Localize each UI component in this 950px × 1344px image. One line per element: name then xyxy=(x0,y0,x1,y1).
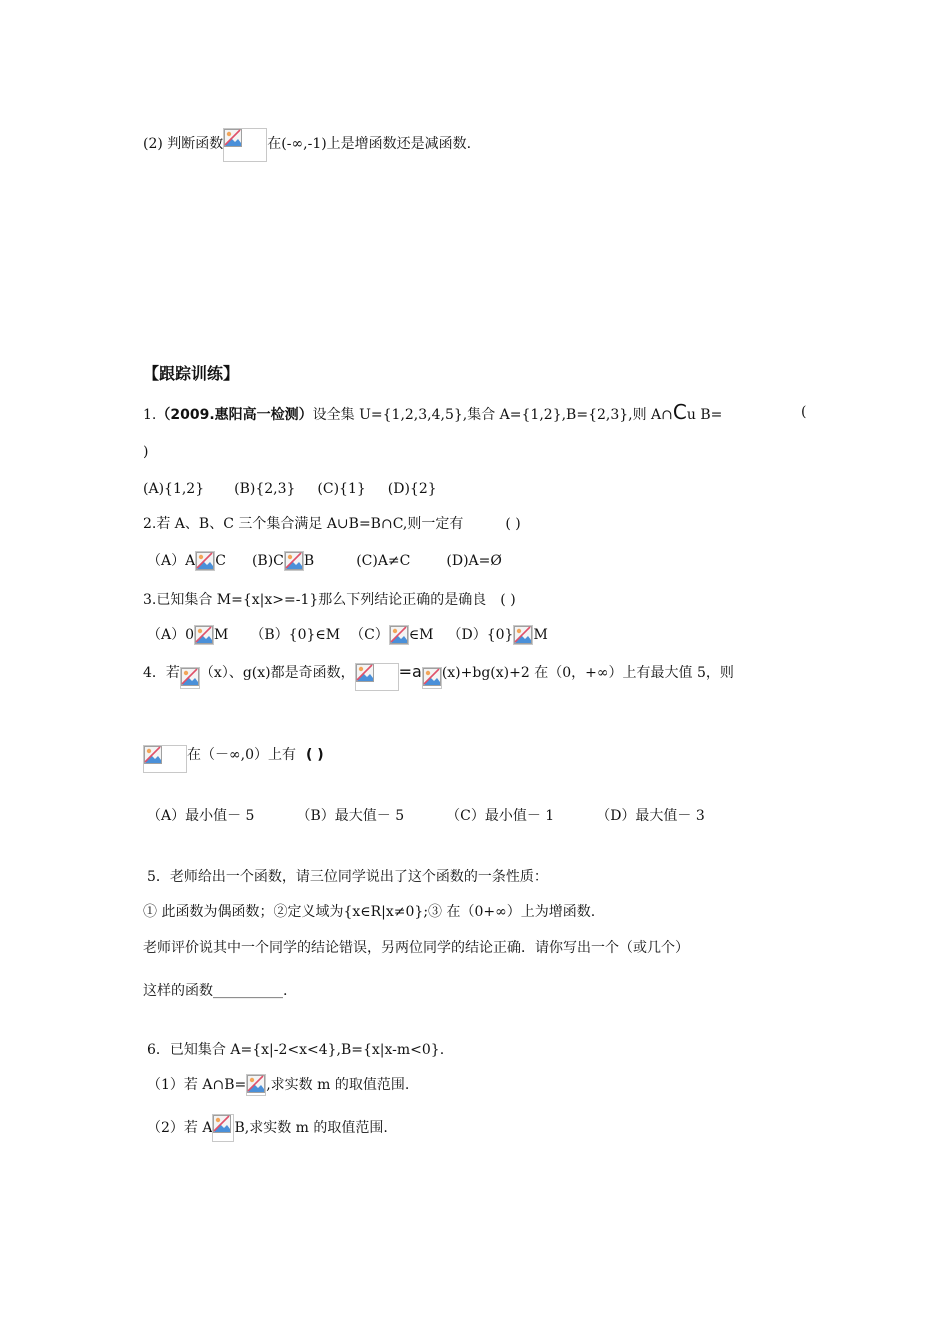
broken-image-icon xyxy=(285,552,303,570)
function-formula-image xyxy=(223,128,267,162)
function-F-image xyxy=(143,745,187,773)
subset-symbol-image xyxy=(194,625,214,645)
q1-bracket-open: ( xyxy=(801,404,807,420)
broken-image-icon xyxy=(390,626,408,644)
q2-options: （A）A C (B)C B (C)A≠C (D)A=Ø xyxy=(147,553,502,569)
q1-option-d: (D){2} xyxy=(387,481,437,497)
function-f-image xyxy=(180,667,200,689)
broken-image-icon xyxy=(196,552,214,570)
q5-line2: ① 此函数为偶函数；②定义域为{x∈R|x≠0};③ 在（0+∞）上为增函数. xyxy=(143,904,596,920)
q4-option-d: （D）最大值－ 3 xyxy=(596,808,705,824)
broken-image-icon xyxy=(514,626,532,644)
q3-line: 3.已知集合 M={x|x>=-1}那么下列结论正确的是确良 ( ) xyxy=(143,592,516,608)
q5-line3: 老师评价说其中一个同学的结论错误，另两位同学的结论正确．请你写出一个（或几个） xyxy=(143,940,689,956)
q2-line: 2.若 A、B、C 三个集合满足 A∪B=B∩C,则一定有 ( ) xyxy=(143,516,521,532)
q1-option-b: (B){2,3} xyxy=(234,481,296,497)
q5-line4: 这样的函数__________. xyxy=(143,983,288,999)
broken-image-icon xyxy=(356,664,374,682)
q4-option-a: （A）最小值－ 5 xyxy=(147,808,255,824)
set-symbol-image xyxy=(389,625,409,645)
q4-option-c: （C）最小值－ 1 xyxy=(446,808,555,824)
broken-image-icon xyxy=(181,668,199,686)
q6-line1: 6．已知集合 A={x|-2<x<4},B={x|x-m<0}. xyxy=(147,1042,445,1058)
broken-image-icon xyxy=(213,1115,231,1133)
broken-image-icon xyxy=(247,1075,265,1093)
q1-source: （2009.惠阳高一检测） xyxy=(156,407,313,423)
q3-options: （A）0 M （B）{0}∈M （C） ∈M （D）{0} M xyxy=(147,627,548,643)
function-F-image xyxy=(355,663,399,691)
q6-part1: （1）若 A∩B= ,求实数 m 的取值范围. xyxy=(147,1074,409,1096)
q1-options xyxy=(143,479,437,499)
q4-option-b: （B）最大值－ 5 xyxy=(296,808,405,824)
section-title: 【跟踪训练】 xyxy=(143,364,240,383)
complement-symbol: C xyxy=(672,400,687,424)
q1-line: 1.（2009.惠阳高一检测）设全集 U={1,2,3,4,5},集合 A={1,2},B={2,3},则 A∩Cu B= xyxy=(143,400,723,424)
broken-image-icon xyxy=(224,129,242,147)
subset-symbol-image xyxy=(513,625,533,645)
q4-options xyxy=(147,806,705,826)
q4-line2: 在（－∞,0）上有 ( ) xyxy=(143,745,324,773)
q1-option-c: (C){1} xyxy=(317,481,366,497)
empty-set-image xyxy=(246,1074,266,1096)
subset-symbol-image xyxy=(212,1114,234,1142)
subset-symbol-image xyxy=(284,551,304,571)
function-f-image xyxy=(422,667,442,689)
q2-part2-line: (2) 判断函数 在(-∞,-1)上是增函数还是减函数. xyxy=(143,128,471,162)
q6-part2: （2）若 A B,求实数 m 的取值范围. xyxy=(147,1114,388,1142)
broken-image-icon xyxy=(144,746,162,764)
subset-symbol-image xyxy=(195,551,215,571)
broken-image-icon xyxy=(195,626,213,644)
q1-option-a: (A){1,2} xyxy=(143,481,205,497)
q1-bracket-close: ) xyxy=(143,444,149,460)
q5-line1: 5．老师给出一个函数，请三位同学说出了这个函数的一条性质： xyxy=(147,869,548,885)
broken-image-icon xyxy=(423,668,441,686)
q4-line1: 4．若 （x）、g(x)都是奇函数， =a (x)+bg(x)+2 在（0，+∞）上有最大值 5，则 xyxy=(143,662,734,691)
